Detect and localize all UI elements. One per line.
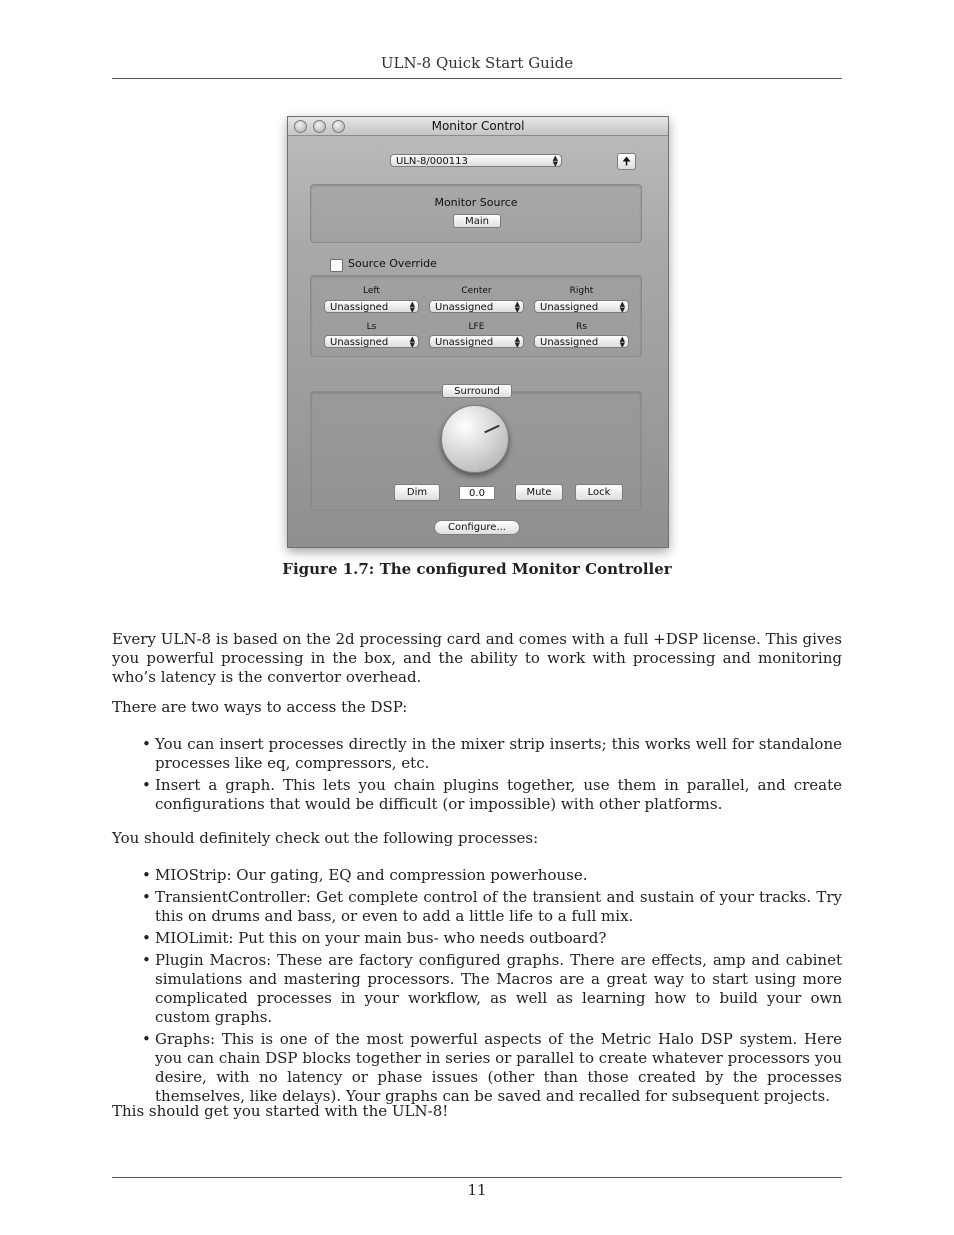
up-arrow-icon: 🠉 <box>621 155 632 168</box>
running-header: ULN-8 Quick Start Guide <box>380 54 574 72</box>
zoom-window-icon[interactable] <box>332 120 345 133</box>
page-number: 11 <box>467 1181 487 1199</box>
list-item: • You can insert processes directly in the mixer strip inserts; this works well for standalone processes like eq, compressors, etc. <box>112 735 842 773</box>
list-item: • MIOLimit: Put this on your main bus- who needs outboard? <box>112 929 842 948</box>
popup-arrows-icon: ▲ ▼ <box>409 300 415 313</box>
close-window-icon[interactable] <box>294 120 307 133</box>
dim-button[interactable]: Dim <box>394 484 440 501</box>
surround-button[interactable]: Surround <box>442 384 512 398</box>
list-item: • Graphs: This is one of the most powerful aspects of the Metric Halo DSP system. Here you can chain DSP blocks together in series or parallel to create whatever processors you desire, with no latency or phase issues (other than those created by the processes themselves, like delays). Your graphs can be saved and recalled for subsequent projects. <box>112 1030 842 1106</box>
list-item: • Insert a graph. This lets you chain plugins together, use them in parallel, and create configurations that would be difficult (or impossible) with other platforms. <box>112 776 842 814</box>
configure-button[interactable]: Configure... <box>434 520 520 535</box>
channel-label-center: Center <box>461 286 492 296</box>
footer-rule <box>112 1177 842 1178</box>
paragraph-intro: Every ULN-8 is based on the 2d processing card and comes with a full +DSP license. This gives you powerful processing in the box, and the ability to work with processing and monitoring who’s latency is the convertor overhead. <box>112 630 842 686</box>
channel-select-ls-value: Unassigned <box>330 337 389 348</box>
channel-select-rs-value: Unassigned <box>540 337 599 348</box>
source-override-checkbox[interactable] <box>330 259 343 272</box>
paragraph-access: There are two ways to access the DSP: <box>112 698 408 716</box>
paragraph-closing: This should get you started with the ULN-8! <box>112 1102 449 1120</box>
minimize-window-icon[interactable] <box>313 120 326 133</box>
lock-button[interactable]: Lock <box>575 484 623 501</box>
channel-select-left-value: Unassigned <box>330 302 389 313</box>
mute-button[interactable]: Mute <box>515 484 563 501</box>
volume-knob[interactable] <box>441 405 509 473</box>
channel-label-ls: Ls <box>366 322 377 332</box>
popup-arrows-icon: ▲ ▼ <box>409 335 415 348</box>
channel-select-right[interactable] <box>534 300 629 313</box>
access-list <box>112 735 842 817</box>
dim-level-field[interactable]: 0.0 <box>459 486 495 500</box>
device-select[interactable] <box>390 154 562 167</box>
knob-indicator <box>484 425 499 434</box>
popup-arrows-icon: ▲ ▼ <box>514 335 520 348</box>
process-list <box>112 866 842 1109</box>
window-titlebar <box>288 117 668 136</box>
list-item: • MIOStrip: Our gating, EQ and compression powerhouse. <box>112 866 842 885</box>
channel-select-ls[interactable] <box>324 335 419 348</box>
channel-select-center[interactable] <box>429 300 524 313</box>
window-title: Monitor Control <box>431 119 525 133</box>
popup-arrows-icon: ▲ ▼ <box>619 300 625 313</box>
channel-label-left: Left <box>363 286 380 296</box>
channel-select-center-value: Unassigned <box>435 302 494 313</box>
device-select-value: ULN-8/000113 <box>396 156 468 167</box>
paragraph-processes: You should definitely check out the following processes: <box>112 829 539 847</box>
channel-label-rs: Rs <box>576 322 587 332</box>
monitor-source-button[interactable]: Main <box>453 214 501 228</box>
channel-select-lfe-value: Unassigned <box>435 337 494 348</box>
channel-label-right: Right <box>569 286 594 296</box>
monitor-source-label: Monitor Source <box>434 196 518 209</box>
list-item: • Plugin Macros: These are factory configured graphs. There are effects, amp and cabinet simulations and mastering processors. The Macros are a great way to start using more complicated processes in your workflow, as well as learning how to build your own custom graphs. <box>112 951 842 1027</box>
channel-select-left[interactable] <box>324 300 419 313</box>
channel-label-lfe: LFE <box>468 322 485 332</box>
channel-select-lfe[interactable] <box>429 335 524 348</box>
popup-arrows-icon: ▲ ▼ <box>619 335 625 348</box>
upload-button[interactable] <box>617 153 636 170</box>
monitor-control-window <box>287 116 669 548</box>
channel-select-right-value: Unassigned <box>540 302 599 313</box>
list-item: • TransientController: Get complete control of the transient and sustain of your tracks. Try this on drums and bass, or even to add a little life to a full mix. <box>112 888 842 926</box>
figure-caption: Figure 1.7: The configured Monitor Controller <box>282 560 672 578</box>
header-rule <box>112 78 842 79</box>
channel-select-rs[interactable] <box>534 335 629 348</box>
popup-arrows-icon: ▲ ▼ <box>514 300 520 313</box>
source-override-label: Source Override <box>348 257 437 270</box>
popup-arrows-icon: ▲ ▼ <box>552 154 558 167</box>
